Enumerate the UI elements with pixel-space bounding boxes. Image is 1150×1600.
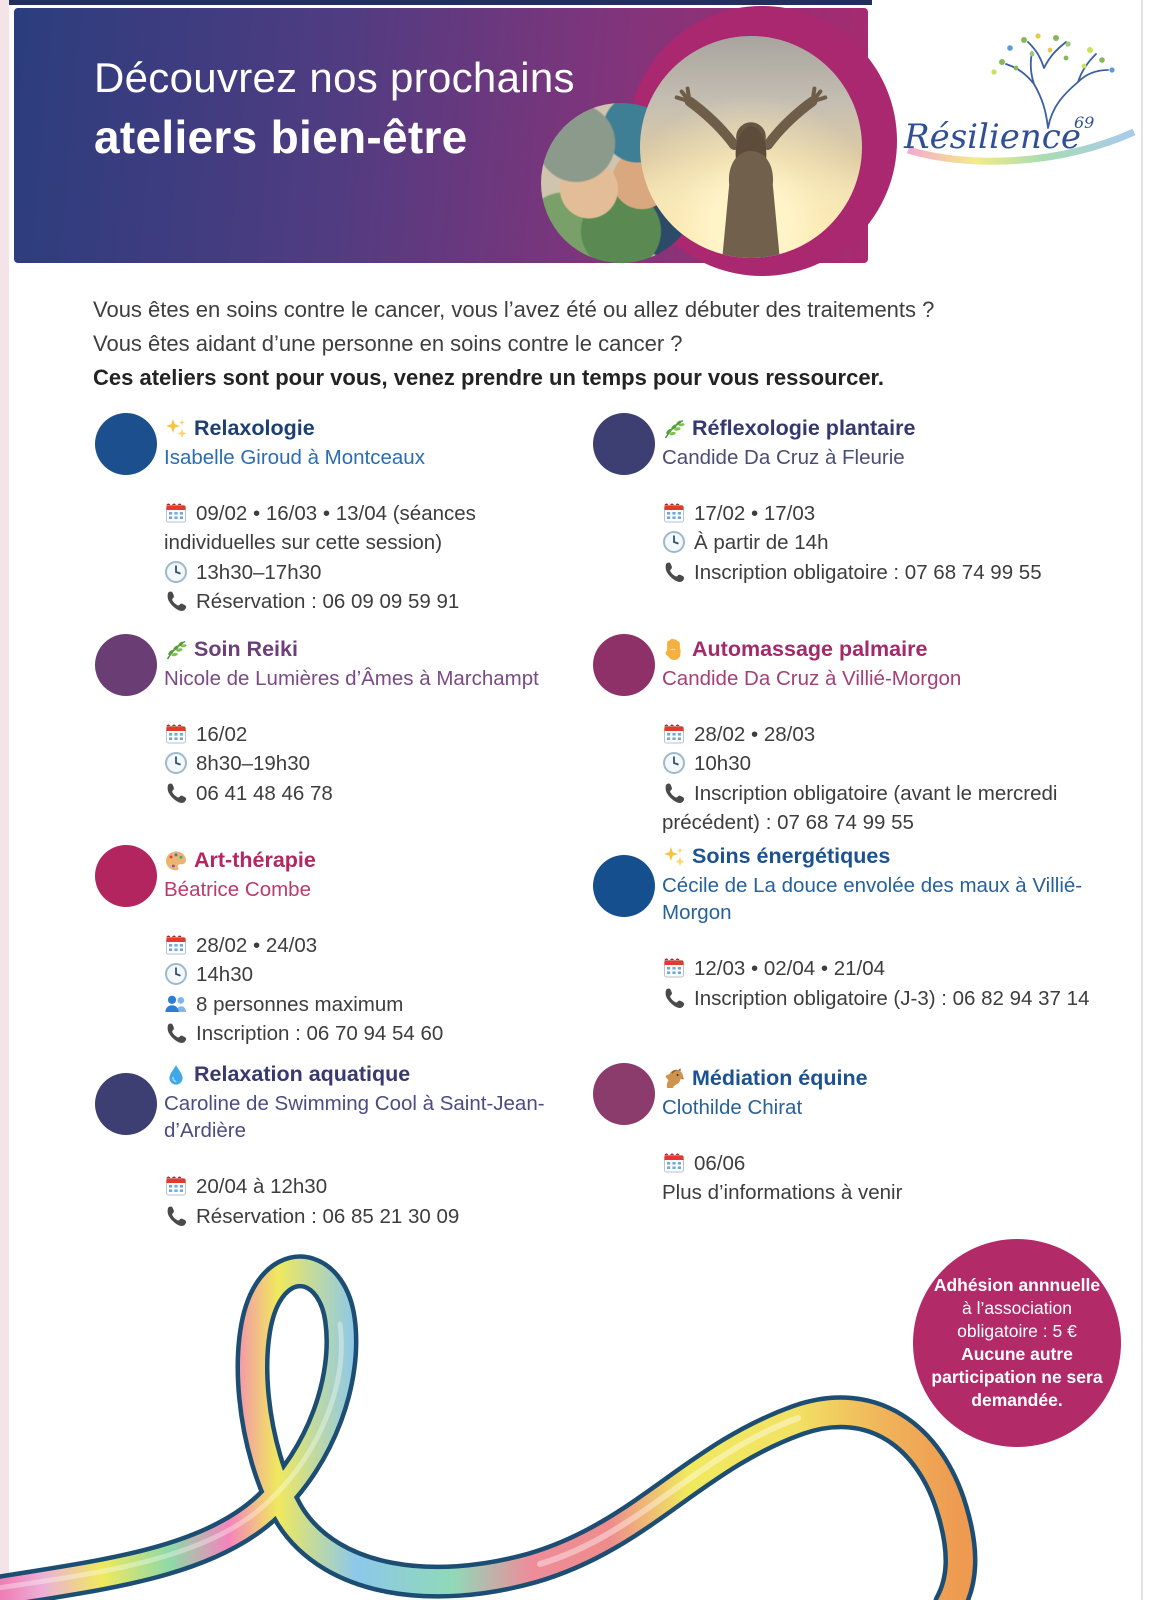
workshop-card-mediation-equine: [593, 1063, 1099, 1208]
detail-dates: 17/02 • 17/03: [662, 499, 1099, 528]
phone-icon: [662, 986, 686, 1010]
clock-icon: [164, 751, 188, 775]
phone-icon: [164, 1204, 188, 1228]
logo-suffix: 69: [1074, 113, 1095, 132]
workshop-accent-circle: [95, 845, 157, 907]
clock-icon: [662, 530, 686, 554]
workshop-facilitator: Cécile de La douce envolée des maux à Villié-Morgon: [662, 874, 1083, 924]
droplet-icon: [164, 1063, 188, 1087]
detail-time: 10h30: [662, 749, 1099, 778]
workshop-facilitator: Clothilde Chirat: [662, 1095, 803, 1119]
intro-text: [93, 293, 1023, 395]
detail-time: 8h30–19h30: [164, 749, 575, 778]
detail-time: 14h30: [164, 960, 575, 989]
detail-dates: 20/04 à 12h30: [164, 1172, 575, 1201]
badge-line: obligatoire : 5 €: [957, 1321, 1077, 1342]
badge-line: participation ne sera: [931, 1366, 1103, 1387]
workshop-facilitator: Caroline de Swimming Cool à Saint-Jean-d’Ardière: [164, 1092, 545, 1142]
clock-icon: [164, 560, 188, 584]
badge-line: demandée.: [971, 1389, 1063, 1410]
people-icon: [164, 992, 188, 1016]
calendar-icon: [662, 501, 686, 525]
workshop-title: Soins énergétiques: [692, 844, 891, 869]
detail-phone: Inscription obligatoire : 07 68 74 99 55: [662, 558, 1099, 587]
herb-icon: [662, 417, 686, 441]
workshop-accent-circle: [593, 855, 655, 917]
detail-dates: 28/02 • 28/03: [662, 720, 1099, 749]
calendar-icon: [662, 1151, 686, 1175]
workshop-title: Automassage palmaire: [692, 636, 928, 661]
workshop-facilitator: Candide Da Cruz à Villié-Morgon: [662, 666, 962, 690]
phone-icon: [164, 781, 188, 805]
detail-phone: Inscription obligatoire (J-3) : 06 82 94 37 14: [662, 984, 1099, 1013]
intro-line1: Vous êtes en soins contre le cancer, vous l’avez été ou allez débuter des traitements ?: [93, 297, 935, 322]
workshop-title: Art-thérapie: [194, 847, 316, 872]
clock-icon: [662, 751, 686, 775]
workshop-card-art-therapie: [95, 845, 575, 1048]
detail-phone: 06 41 48 46 78: [164, 779, 575, 808]
detail-dates: 28/02 • 24/03: [164, 931, 575, 960]
detail-phone: Réservation : 06 09 09 59 91: [164, 587, 575, 616]
workshop-accent-circle: [95, 413, 157, 475]
phone-icon: [662, 560, 686, 584]
workshop-facilitator: Candide Da Cruz à Fleurie: [662, 445, 905, 469]
membership-badge: [913, 1239, 1121, 1447]
herb-icon: [164, 638, 188, 662]
sparkles-icon: [662, 845, 686, 869]
workshop-accent-circle: [593, 413, 655, 475]
logo-resilience69: [898, 28, 1142, 180]
calendar-icon: [164, 501, 188, 525]
woman-silhouette: [640, 36, 862, 258]
workshop-facilitator: Béatrice Combe: [164, 877, 311, 901]
workshop-accent-circle: [593, 634, 655, 696]
badge-line: Aucune autre: [961, 1344, 1073, 1364]
workshop-accent-circle: [593, 1063, 655, 1125]
workshop-card-relaxologie: [95, 413, 575, 616]
workshop-facilitator: Isabelle Giroud à Montceaux: [164, 445, 425, 469]
workshop-card-relaxation-aquatique: [95, 1063, 575, 1231]
workshop-title: Médiation équine: [692, 1065, 868, 1090]
photo-woman-sunrise: [640, 36, 862, 258]
phone-icon: [662, 781, 686, 805]
workshop-card-automassage-palmaire: [593, 634, 1099, 837]
banner-title-line2: ateliers bien-être: [94, 111, 468, 163]
raised-hand-icon: [662, 638, 686, 662]
intro-line3: Ces ateliers sont pour vous, venez prendre un temps pour vous ressourcer.: [93, 365, 885, 391]
detail-dates: 16/02: [164, 720, 575, 749]
calendar-icon: [164, 933, 188, 957]
workshop-accent-circle: [95, 634, 157, 696]
detail-capacity: 8 personnes maximum: [164, 990, 575, 1019]
workshop-title: Relaxologie: [194, 415, 315, 440]
detail-phone: Inscription obligatoire (avant le mercredi précédent) : 07 68 74 99 55: [662, 781, 1058, 834]
workshop-title: Soin Reiki: [194, 636, 298, 661]
workshop-card-soins-energetiques: [593, 845, 1099, 1013]
badge-line: à l’association: [962, 1298, 1072, 1319]
detail-dates: 12/03 • 02/04 • 21/04: [662, 954, 1099, 983]
detail-dates: 06/06: [662, 1149, 1099, 1178]
sparkles-icon: [164, 417, 188, 441]
phone-icon: [164, 1021, 188, 1045]
phone-icon: [164, 589, 188, 613]
horse-icon: [662, 1067, 686, 1091]
banner-title-line1: Découvrez nos prochains: [94, 54, 575, 101]
palette-icon: [164, 849, 188, 873]
detail-time: 13h30–17h30: [164, 558, 575, 587]
calendar-icon: [164, 722, 188, 746]
workshop-title: Relaxation aquatique: [194, 1062, 411, 1087]
clock-icon: [164, 962, 188, 986]
calendar-icon: [662, 956, 686, 980]
detail-dates: 09/02 • 16/03 • 13/04 (séances individuelles sur cette session): [164, 502, 476, 555]
workshop-card-reflexologie-plantaire: [593, 413, 1099, 587]
intro-line2: Vous êtes aidant d’une personne en soins contre le cancer ?: [93, 331, 683, 357]
detail-phone: Réservation : 06 85 21 30 09: [164, 1202, 575, 1231]
badge-line: Adhésion annnuelle: [933, 1275, 1101, 1296]
workshop-title: Réflexologie plantaire: [692, 415, 916, 440]
logo-text: Résilience: [904, 117, 1081, 157]
calendar-icon: [164, 1174, 188, 1198]
workshop-accent-circle: [95, 1073, 157, 1135]
detail-phone: Inscription : 06 70 94 54 60: [164, 1019, 575, 1048]
detail-more-info: Plus d’informations à venir: [662, 1181, 903, 1205]
workshop-facilitator: Nicole de Lumières d’Âmes à Marchampt: [164, 666, 539, 690]
workshop-card-soin-reiki: [95, 634, 575, 808]
calendar-icon: [662, 722, 686, 746]
detail-time: À partir de 14h: [662, 528, 1099, 557]
banner-titles: [94, 54, 575, 164]
